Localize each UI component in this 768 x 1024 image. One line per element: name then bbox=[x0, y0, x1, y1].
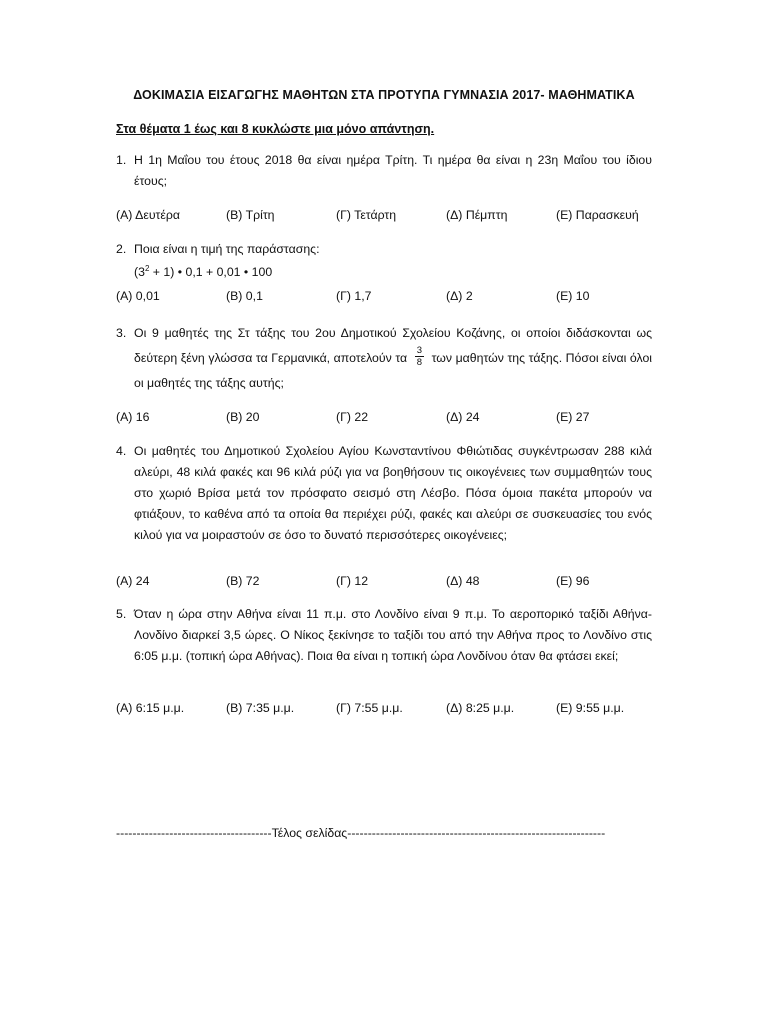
option-d[interactable]: (Δ) 8:25 μ.μ. bbox=[446, 701, 515, 715]
question-number: 4. bbox=[116, 444, 127, 458]
option-b[interactable]: (Β) 0,1 bbox=[226, 289, 263, 303]
page-end-marker: --------------------------------------Τέλος σελίδας--------------------------------------------------------------- bbox=[116, 826, 606, 840]
option-a[interactable]: (Α) 16 bbox=[116, 410, 150, 424]
option-c[interactable]: (Γ) 1,7 bbox=[336, 289, 372, 303]
option-b[interactable]: (Β) 7:35 μ.μ. bbox=[226, 701, 295, 715]
option-e[interactable]: (Ε) Παρασκευή bbox=[556, 208, 639, 222]
question-number: 5. bbox=[116, 607, 127, 621]
option-d[interactable]: (Δ) Πέμπτη bbox=[446, 208, 508, 222]
question-text: Οι 9 μαθητές της Στ τάξης του 2ου Δημοτικού Σχολείου Κοζάνης, οι οποίοι διδάσκονται ως δεύτερη ξένη γλώσσα τα Γερμανικά, αποτελούν τα $\frac{3}{8}$ των μαθητών της τάξης. Πόσοι είναι όλοι οι μαθητές της τάξης αυτής; bbox=[134, 326, 653, 390]
option-c[interactable]: (Γ) 22 bbox=[336, 410, 369, 424]
question-number: 3. bbox=[116, 326, 127, 340]
option-d[interactable]: (Δ) 2 bbox=[446, 289, 473, 303]
option-e[interactable]: (Ε) 9:55 μ.μ. bbox=[556, 701, 625, 715]
option-c[interactable]: (Γ) Τετάρτη bbox=[336, 208, 397, 222]
question-2 bbox=[116, 239, 652, 260]
question-text: Ποια είναι η τιμή της παράστασης: bbox=[134, 242, 320, 256]
option-b[interactable]: (Β) Τρίτη bbox=[226, 208, 275, 222]
question-number: 1. bbox=[116, 153, 127, 167]
question-3 bbox=[116, 321, 652, 396]
question-5 bbox=[116, 604, 652, 667]
option-e[interactable]: (Ε) 10 bbox=[556, 289, 590, 303]
page-title: ΔΟΚΙΜΑΣΙΑ ΕΙΣΑΓΩΓΗΣ ΜΑΘΗΤΩΝ ΣΤΑ ΠΡΟΤΥΠΑ ΓΥΜΝΑΣΙΑ 2017- ΜΑΘΗΜΑΤΙΚΑ bbox=[133, 88, 635, 102]
option-e[interactable]: (Ε) 27 bbox=[556, 410, 590, 424]
option-a[interactable]: (Α) 0,01 bbox=[116, 289, 160, 303]
option-d[interactable]: (Δ) 48 bbox=[446, 574, 480, 588]
fraction: $\frac{3}{8}$ bbox=[416, 345, 422, 369]
option-c[interactable]: (Γ) 7:55 μ.μ. bbox=[336, 701, 403, 715]
option-c[interactable]: (Γ) 12 bbox=[336, 574, 369, 588]
option-e[interactable]: (Ε) 96 bbox=[556, 574, 590, 588]
question-4 bbox=[116, 441, 652, 546]
option-b[interactable]: (Β) 72 bbox=[226, 574, 260, 588]
question-text: Οι μαθητές του Δημοτικού Σχολείου Αγίου Κωνσταντίνου Φθιώτιδας συγκέντρωσαν 288 κιλά αλεύρι, 48 κιλά φακές και 96 κιλά ρύζι για να βοηθήσουν τις οικογένειες των συμμαθητών τους στο χωριό Βρίσα μετά τον πρόσφατο σεισμό στη Λέσβο. Πόσα όμοια πακέτα μπορούν να φτιάξουν, το καθένα από τα οποία θα περιέχει ρύζι, φακές και αλεύρι σε συσκευασίες του ενός κιλού για να μοιραστούν σε όσο το δυνατό περισσότερες οικογένειες; bbox=[134, 444, 652, 542]
instructions: Στα θέματα 1 έως και 8 κυκλώστε μια μόνο απάντηση. bbox=[116, 122, 435, 136]
math-expression: $(3^2 + 1)$ • 0,1 + 0,01 • 100 bbox=[134, 264, 273, 279]
option-d[interactable]: (Δ) 24 bbox=[446, 410, 480, 424]
question-1 bbox=[116, 150, 652, 192]
question-text: Όταν η ώρα στην Αθήνα είναι 11 π.μ. στο Λονδίνο είναι 9 π.μ. Το αεροπορικό ταξίδι Αθήνα-Λονδίνο διαρκεί 3,5 ώρες. Ο Νίκος ξεκίνησε το ταξίδι του από την Αθήνα προς το Λονδίνο στις 6:05 μ.μ. (τοπική ώρα Αθήνας). Ποια θα είναι η τοπική ώρα Λονδίνου όταν θα φτάσει εκεί; bbox=[134, 607, 652, 663]
question-text: Η 1η Μαΐου του έτους 2018 θα είναι ημέρα Τρίτη. Τι ημέρα θα είναι η 23η Μαΐου του ίδιου έτους; bbox=[134, 153, 652, 188]
option-a[interactable]: (Α) 6:15 μ.μ. bbox=[116, 701, 185, 715]
option-a[interactable]: (Α) 24 bbox=[116, 574, 150, 588]
option-b[interactable]: (Β) 20 bbox=[226, 410, 260, 424]
option-a[interactable]: (Α) Δευτέρα bbox=[116, 208, 180, 222]
question-number: 2. bbox=[116, 242, 127, 256]
